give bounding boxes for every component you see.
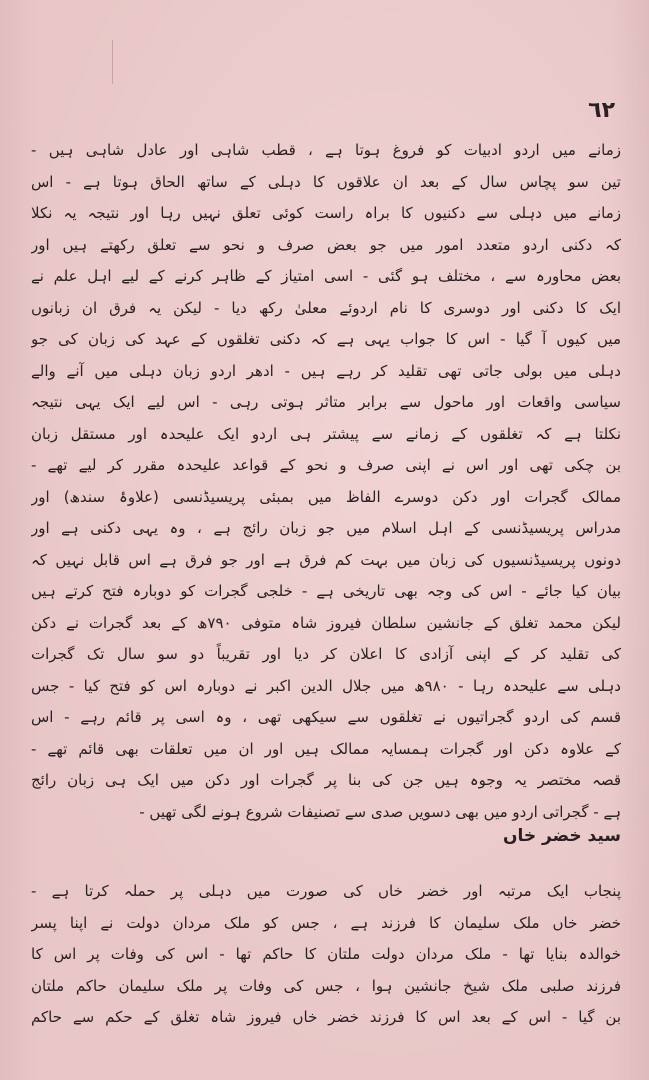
text-line: ایک کا دکنی اور دوسری کا نام اردوئے معلیٰ رکھ دیا - لیکن یہ فرق ان زبانوں — [31, 298, 621, 317]
text-line: زمانے میں دہلی سے دکنیوں کا براہ راست کوئی تعلق نہیں رہا اور نتیجہ یہ نکلا — [31, 204, 621, 222]
text-line: بن گیا - اس کے بعد اس کا فرزند خضر خاں فیروز شاہ تغلق کے حکم سے حاکم — [31, 1008, 621, 1026]
body-text-section-1 — [31, 135, 621, 828]
text-line: ممالک گجرات اور دکن دوسرے الفاظ میں بمبئی پریسیڈنسی (علاوۂ سندھ) اور — [31, 487, 621, 506]
text-line: ہے - گجراتی اردو میں بھی دسویں صدی سے تصنیفات شروع ہونے لگی تھیں - — [139, 802, 621, 821]
text-line: کہ دکنی اردو متعدد امور میں جو بعض صرف و نحو سے تعلق رکھتے ہیں اور — [31, 235, 621, 254]
text-line: کی تقلید کر کے اپنی آزادی کا اعلان کر دیا اور تقریباً دو سو سال تک گجرات — [31, 645, 621, 663]
text-line: فرزند صلبی ملک شیخ جانشین ہوا ، جس کی وفات پر ملک سلیمان حاکم ملتان — [31, 976, 621, 995]
text-line: پنجاب ایک مرتبہ اور خضر خاں کی صورت میں دہلی پر حملہ کرتا ہے - — [31, 882, 621, 900]
text-line: زمانے میں اردو ادبیات کو فروغ ہوتا ہے ، قطب شاہی اور عادل شاہی ہیں - — [31, 141, 621, 159]
text-line: کے علاوہ دکن اور گجرات ہمسایہ ممالک ہیں اور ان میں تعلقات بھی قائم تھے - — [31, 739, 621, 758]
text-line: سیاسی واقعات اور ماحول سے برابر متاثر ہوتی رہی - اس لیے ایک یہی نتیجہ — [31, 393, 621, 411]
page-mark — [112, 40, 119, 84]
text-line: میں کیوں آ گیا - اس کا جواب یہی ہے کہ دکنی تغلقوں کے عہد کی زبان کی جو — [31, 330, 621, 348]
text-line: مدراس پریسیڈنسی کے اہل اسلام میں جو زبان رائج ہے ، وہ یہی دکنی ہے اور — [31, 519, 621, 537]
text-line: نکلتا ہے کہ تغلقوں کے زمانے سے پیشتر ہی اردو ایک علیحدہ اور مستقل زبان — [31, 424, 621, 443]
text-line: لیکن محمد تغلق کے جانشین سلطان فیروز شاہ متوفی ۷۹۰ھ کے بعد گجرات نے دکن — [31, 613, 621, 632]
text-line: خضر خاں ملک سلیمان کا فرزند ہے ، جس کو ملک مردان دولت نے اپنا پسر — [31, 913, 621, 932]
text-line: قسم کی اردو گجراتیوں نے تغلقوں سے سیکھی تھی ، وہ اسی پر قائم رہے - اس — [31, 708, 621, 726]
page-number: ٦٢ — [588, 98, 615, 123]
body-text-section-2 — [31, 876, 621, 1034]
text-line: بیان کیا جائے - اس کی وجہ بھی تاریخی ہے - خلجی گجرات کو دوبارہ فتح کرتے ہیں — [31, 582, 621, 600]
text-line: بعض محاورہ سے ، مختلف ہو گئی - اسی امتیاز کے ظاہر کرنے کے لیے اہل علم نے — [31, 267, 621, 285]
text-line: دونوں پریسیڈنسیوں کی زبان میں بہت کم فرق ہے اور جو فرق ہے اس قابل نہیں کہ — [31, 550, 621, 569]
text-line: قصہ مختصر یہ وجوہ ہیں جن کی بنا پر گجرات اور دکن میں ایک ہی زبان رائج — [31, 771, 621, 789]
text-line: خوالدہ بنایا تھا - ملک مردان دولت ملتان کا حاکم تھا - اس کی وفات پر اس کا — [31, 945, 621, 963]
text-line: دہلی سے علیحدہ رہا - ۹۸۰ھ میں جلال الدین اکبر نے دوبارہ اس کو فتح کیا - جس — [31, 676, 621, 695]
section-heading: سید خضر خاں — [502, 826, 621, 846]
text-line: تین سو پچاس سال کے بعد ان علاقوں کا دہلی کے ساتھ الحاق ہوتا ہے - اس — [31, 172, 621, 191]
text-line: دہلی میں بولی جاتی تھی تقلید کر رہے ہیں - ادھر اردو زبان دہلی میں آنے والے — [31, 361, 621, 380]
text-line: بن چکی تھی اور اس نے اپنی صرف و نحو کے قواعد علیحدہ مقرر کر لیے تھے - — [31, 456, 621, 474]
